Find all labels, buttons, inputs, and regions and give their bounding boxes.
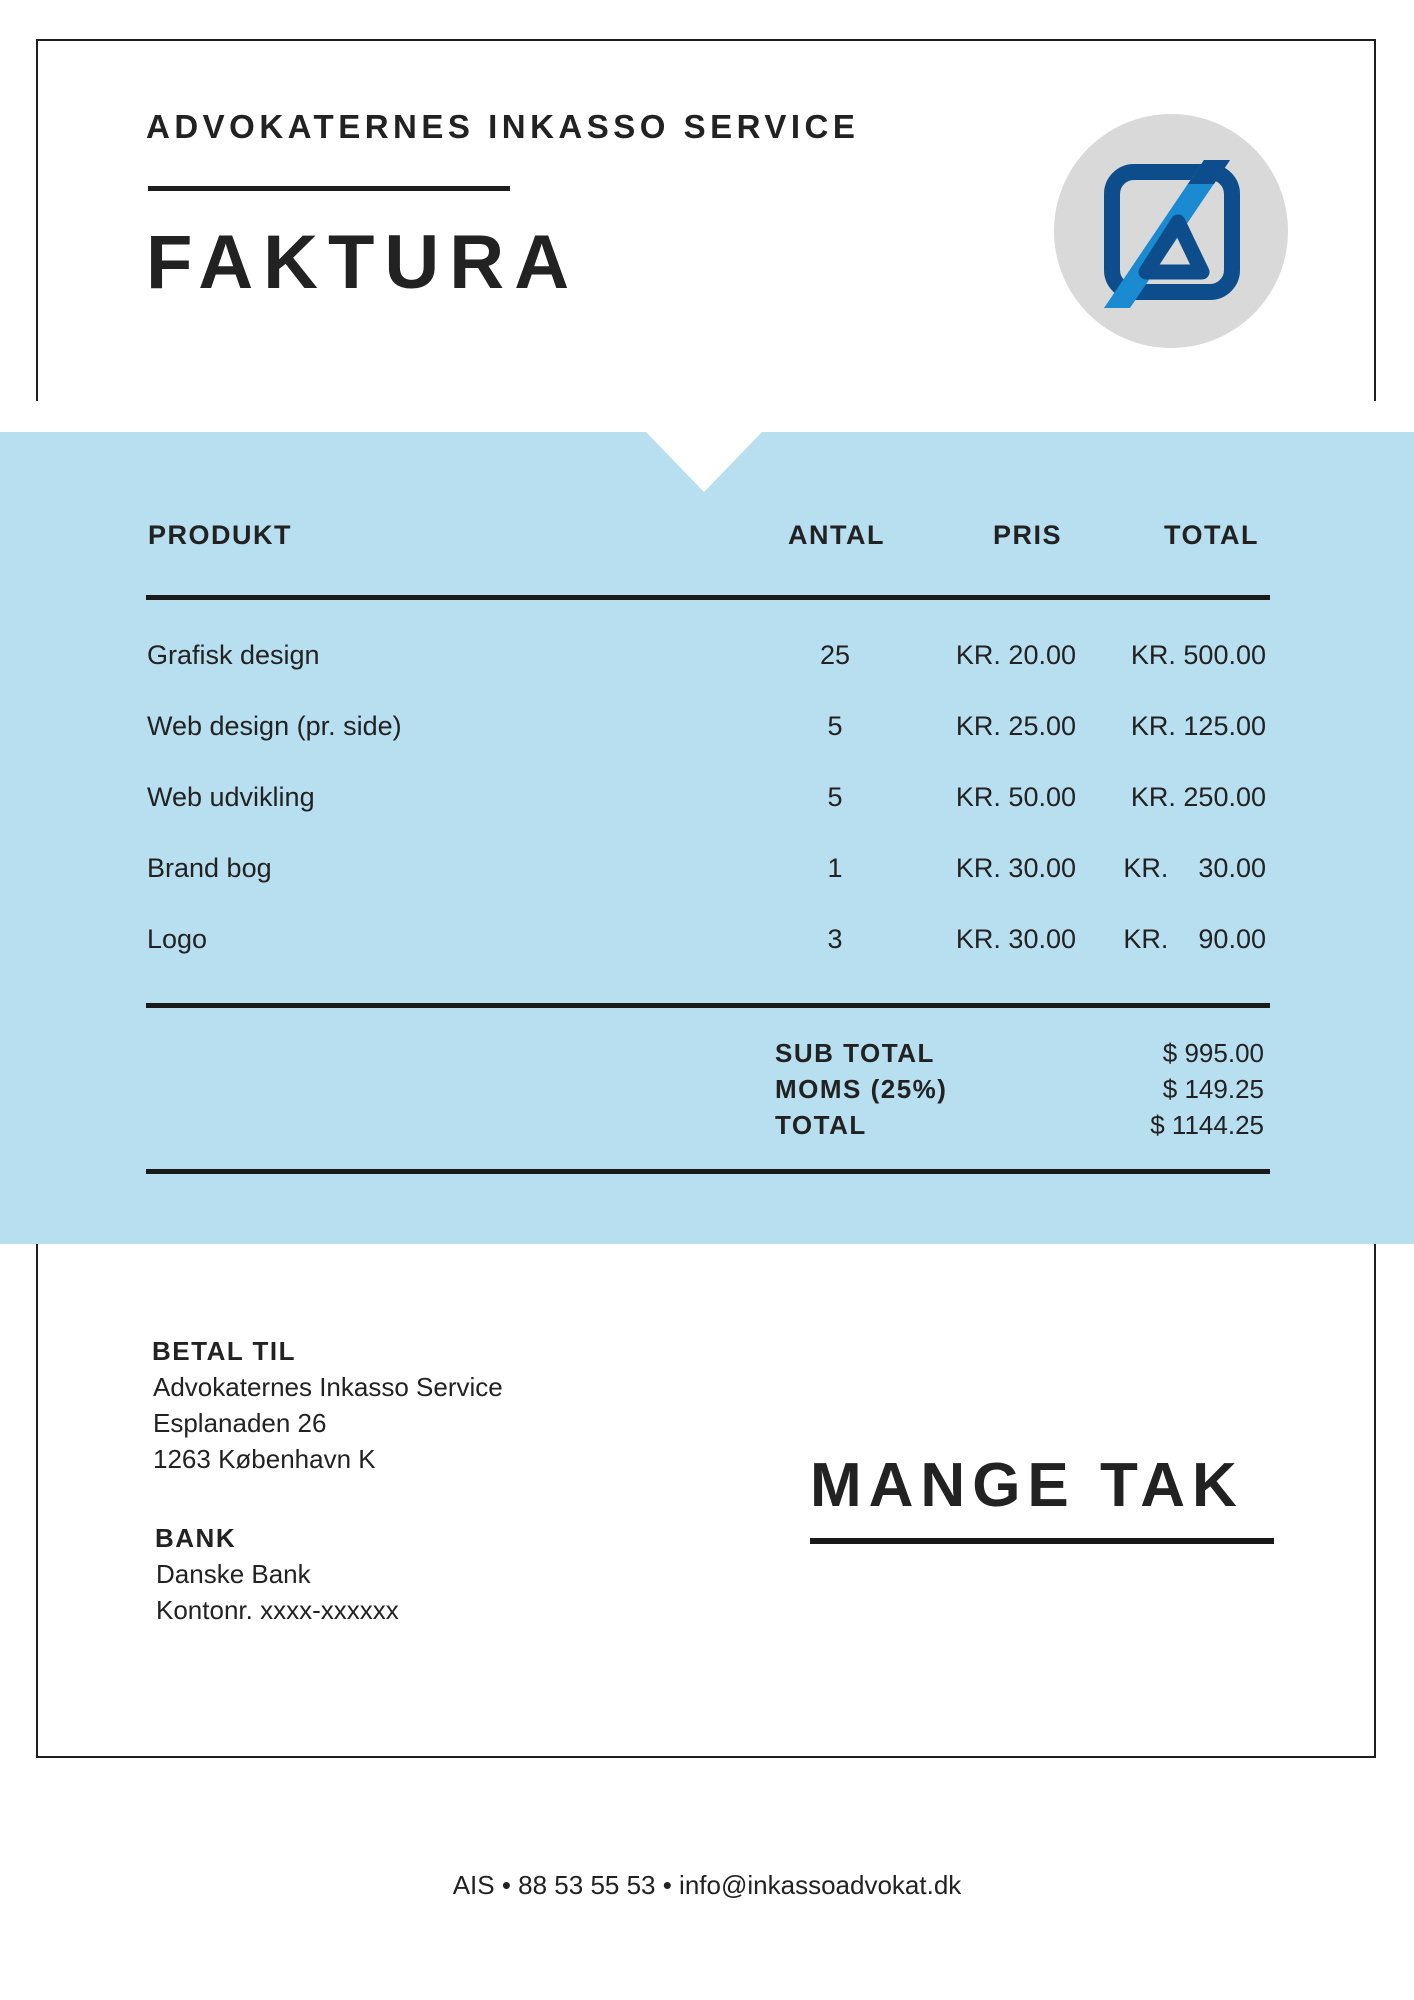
table-row [0, 640, 1414, 680]
row-qty: 1 [827, 853, 843, 883]
company-name: ADVOKATERNES INKASSO SERVICE [146, 108, 860, 145]
vat-label: MOMS (25%) [775, 1074, 948, 1104]
table-row [0, 782, 1414, 822]
notch-cutout [0, 432, 1414, 492]
subtotal-value: $ 995.00 [1162, 1038, 1264, 1068]
bank-line: Danske Bank [156, 1559, 311, 1589]
pay-to-label: BETAL TIL [152, 1336, 296, 1366]
row-product: Grafisk design [147, 640, 320, 670]
invoice-title: FAKTURA [146, 220, 580, 305]
bank-label: BANK [155, 1523, 237, 1553]
total-value: $ 1144.25 [1150, 1110, 1264, 1140]
row-total: KR. 30.00 [1123, 853, 1266, 883]
pay-to-line: Esplanaden 26 [153, 1408, 327, 1438]
row-total: KR. 90.00 [1123, 924, 1266, 954]
footer-contact: AIS • 88 53 55 53 • info@inkassoadvokat.dk [452, 1870, 962, 1900]
summary-bottom-rule [146, 1169, 1270, 1174]
col-header-price: PRIS [993, 520, 1063, 550]
row-price: KR. 25.00 [955, 711, 1076, 741]
table-row [0, 924, 1414, 964]
row-price: KR. 30.00 [955, 853, 1076, 883]
row-qty: 5 [827, 711, 843, 741]
thanks-heading: MANGE TAK [810, 1451, 1244, 1520]
row-total: KR. 125.00 [1130, 711, 1266, 741]
thanks-divider [810, 1538, 1274, 1544]
row-product: Logo [147, 924, 208, 954]
row-price: KR. 20.00 [955, 640, 1076, 670]
col-header-product: PRODUKT [148, 520, 292, 550]
title-divider [148, 186, 510, 191]
bank-line: Kontonr. xxxx-xxxxxx [156, 1595, 399, 1625]
row-qty: 5 [827, 782, 843, 812]
row-product: Web design (pr. side) [147, 711, 402, 741]
row-qty: 25 [819, 640, 851, 670]
row-total: KR. 500.00 [1130, 640, 1266, 670]
subtotal-label: SUB TOTAL [775, 1038, 935, 1068]
company-logo-icon [1054, 114, 1288, 348]
vat-value: $ 149.25 [1162, 1074, 1264, 1104]
pay-to-line: Advokaternes Inkasso Service [153, 1372, 503, 1402]
row-price: KR. 30.00 [955, 924, 1076, 954]
table-row [0, 711, 1414, 751]
row-total: KR. 250.00 [1130, 782, 1266, 812]
row-product: Brand bog [147, 853, 272, 883]
col-header-qty: ANTAL [788, 520, 885, 550]
table-row [0, 853, 1414, 893]
row-product: Web udvikling [147, 782, 315, 812]
total-label: TOTAL [775, 1110, 867, 1140]
row-price: KR. 50.00 [955, 782, 1076, 812]
items-bottom-rule [146, 1003, 1270, 1008]
header-rule [146, 595, 1270, 600]
pay-to-line: 1263 København K [153, 1444, 376, 1474]
col-header-total: TOTAL [1164, 520, 1259, 550]
row-qty: 3 [827, 924, 843, 954]
